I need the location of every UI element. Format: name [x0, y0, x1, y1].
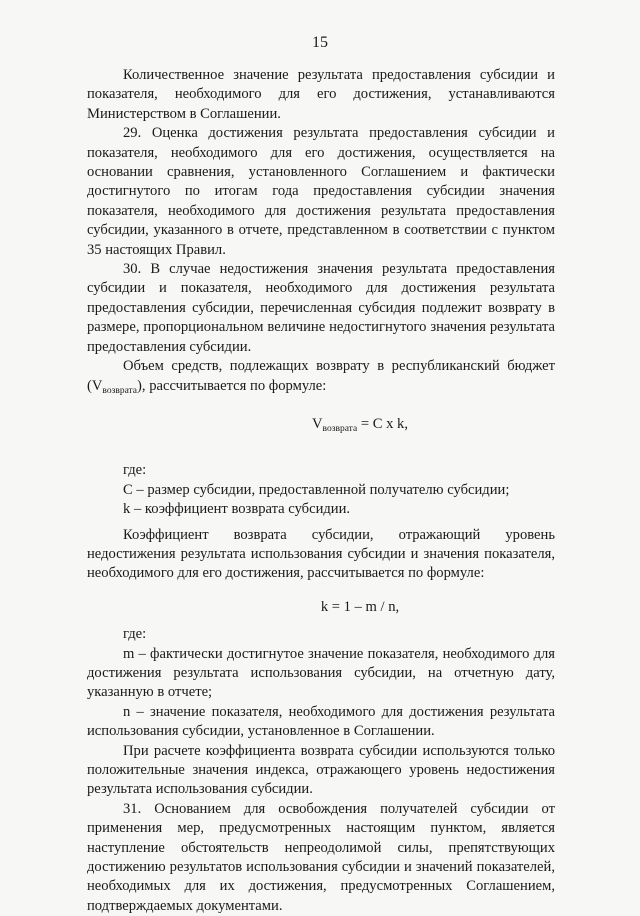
page-number: 15	[312, 34, 328, 51]
formula-rest: = C x k,	[357, 415, 408, 432]
paragraph-quantity-value: Количественное значение результата предоставления субсидии и показателя, необходимого для его достижения, устанавливаются Министерством в Соглашении.	[87, 67, 555, 122]
definition-k: k – коэффициент возврата субсидии.	[123, 501, 351, 518]
paragraph-refund-volume	[87, 357, 555, 401]
definition-m: m – фактически достигнутое значение показателя, необходимого для достижения результата использования субсидии, на отчетную дату, указанную в отчете;	[87, 645, 555, 701]
definition-c: C – размер субсидии, предоставленной получателю субсидии;	[123, 481, 510, 498]
document-body	[87, 66, 555, 916]
paragraph-31: 31. Основанием для освобождения получателей субсидии от применения мер, предусмотренных настоящим пунктом, является наступление обстоятельств непреодолимой силы, препятствующих достижению результатов использования субсидии и значений показателей, необходимых для их достижения, предусмотренных Соглашением, подтверждаемых документами.	[87, 800, 555, 914]
formula-refund-volume	[87, 415, 555, 439]
paragraph-positive-values: При расчете коэффициента возврата субсидии используются только положительные значения индекса, отражающего уровень недостижения результата использования субсидии.	[87, 742, 555, 798]
definition-n: n – значение показателя, необходимого для достижения результата использования субсидии, установленное в Соглашении.	[87, 703, 555, 740]
formula-v: V	[312, 415, 323, 432]
refund-volume-text-end: ), рассчитывается по формуле:	[137, 377, 327, 394]
paragraph-30: 30. В случае недостижения значения результата предоставления субсидии и показателя, необходимого для достижения результата предоставления субсидии, перечисленная субсидия подлежит возврату в размере, пропорциональном величине недостигнутого значения результата предоставления субсидии.	[87, 261, 555, 355]
refund-volume-subscript: возврата	[102, 385, 138, 396]
where-label-1: где:	[123, 462, 147, 479]
paragraph-coefficient: Коэффициент возврата субсидии, отражающий уровень недостижения результата использования субсидии и значения показателя, необходимого для его достижения, рассчитывается по формуле:	[87, 526, 555, 582]
refund-volume-text-start: Объем средств, подлежащих возврату в республиканский бюджет (V	[87, 358, 555, 394]
formula-v-subscript: возврата	[322, 423, 358, 434]
where-label-2: где:	[123, 626, 147, 643]
formula-coefficient: k = 1 – m / n,	[320, 598, 400, 615]
paragraph-29: 29. Оценка достижения результата предоставления субсидии и показателя, необходимого для его достижения, осуществляется на основании сравнения, установленного Соглашением и фактически достигнутого по итогам года предоставления субсидии значения показателя, необходимого для достижения результата предоставления субсидии, указанного в отчете, представленном в соответствии с пунктом 35 настоящих Правил.	[87, 125, 555, 258]
